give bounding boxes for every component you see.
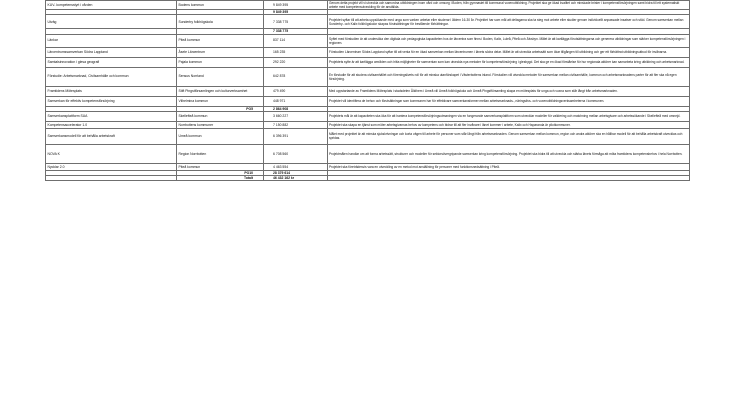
table-row bbox=[46, 67, 690, 86]
amount-cell: 3 660 227 bbox=[264, 111, 328, 121]
funding-table bbox=[45, 0, 690, 181]
amount-cell: 7 150 882 bbox=[264, 121, 328, 128]
project-name-cell: Samverkansplattform SUA bbox=[46, 111, 177, 121]
table-row bbox=[46, 111, 690, 121]
amount-cell: 6 708 560 bbox=[264, 144, 328, 163]
table-row bbox=[46, 121, 690, 128]
table-row bbox=[46, 163, 690, 170]
project-name-cell: KUV- kompetensstyrt i vården bbox=[46, 1, 177, 10]
description-cell: Projektet vill identifiera de behov och förutsättningar som kommunen har för effektivare samverkansformer mellan arbetsmarknads-, näringslivs- och vuxenutbildningsverksamheterna i kommunen. bbox=[327, 96, 690, 106]
owner-cell: Pajala kommun bbox=[177, 57, 264, 67]
amount-cell: 6 396 391 bbox=[264, 128, 328, 144]
owner-cell: Sensus Norrland bbox=[177, 67, 264, 86]
owner-cell: Vilhelmina kommun bbox=[177, 96, 264, 106]
table-row bbox=[46, 96, 690, 106]
owner-cell: Piteå kommun bbox=[177, 34, 264, 47]
subtotal-amount-cell: 7 338 775 bbox=[264, 29, 328, 34]
project-name-cell: Länkar bbox=[46, 34, 177, 47]
owner-cell: Skellefteå kommun bbox=[177, 111, 264, 121]
amount-cell: 7 338 775 bbox=[264, 15, 328, 29]
owner-cell: Bodens kommun bbox=[177, 1, 264, 10]
table-row bbox=[46, 47, 690, 57]
description-cell: Projektmålen handlar om att forma arbetssätt, strukturer och modeller för sektorsövergripande samverkan kring kompetensförsörjning. Projektet ska bidra till att utveckla och stärka länets förmåga att möta framtidens kompetensbehov i hela Norrbotten. bbox=[327, 144, 690, 163]
amount-cell: 479 490 bbox=[264, 86, 328, 96]
description-cell: Målet med projektet är att minska sjukskrivningar och korta vägen till arbete för personer som står långt från arbetsmarknaden. Genom samverkan mellan kommun, region och andra aktörer ska en hållbar modell för att behålla arbetskraft utvecklas och spridas. bbox=[327, 128, 690, 144]
description-cell: Projektet ska skapa en tjänst som möter arbetsgivarnas behov av kompetens och bidrar till att fler invånare i länet kommer i arbete, Kalix och Haparanda är pilotkommuner. bbox=[327, 121, 690, 128]
project-name-cell: Kompetensaccelerator 1.0 bbox=[46, 121, 177, 128]
amount-cell: 4 463 554 bbox=[264, 163, 328, 170]
description-cell: En förstudie för att studera civilsamhället och föreningslivets roll för att minska utanförskapet i Västerbottens inland. Förstudien vill utveckla metoder för samverkan mellan civilsamhälle, kommun och arbetsmarknadens parter för att fler ska nå egen försörjning. bbox=[327, 67, 690, 86]
project-name-cell: Samverkansmodell för att behålla arbetskraft bbox=[46, 128, 177, 144]
owner-cell: Norrbottens kommuner bbox=[177, 121, 264, 128]
description-cell: Projektets syfte är att kartlägga områden och hitta möjligheter för samverkan som kan utveckla nya metoder för kompetensförsörjning i glesbygd. Det ska ge en ökad förståelse för hur regionala aktörer kan samarbeta kring utbildning och arbetsmarknad. bbox=[327, 57, 690, 67]
sum-amount-cell: 28 379 614 bbox=[264, 170, 328, 175]
empty-cell bbox=[327, 176, 690, 181]
owner-cell: Åsele Lärcentrum bbox=[177, 47, 264, 57]
table-row bbox=[46, 57, 690, 67]
empty-cell bbox=[46, 176, 177, 181]
project-name-cell: Utväg bbox=[46, 15, 177, 29]
description-cell: Projektets mål är att kapaciteten ska öka för att hantera kompetensförsörjningsutmaningen via en fungerande samverkansplattform som utvecklar modeller för validering och matchning mellan arbetsgivare och arbetssökande i Skellefteå med omnejd. bbox=[327, 111, 690, 121]
sum-amount-cell: 46 432 162 kr bbox=[264, 176, 328, 181]
description-cell: Projektet syftar till att arbeta uppsökande med unga som varken arbetar eller studerar i åldern 16-30 år. Projektet har som mål att deltagarna ska ta steg mot arbete eller studier genom individuellt anpassade insatser och stöd. Genom samverkan mellan Sunderby- och Kalix folkhögskolor skapas förutsättningar för bestående förbättringar. bbox=[327, 15, 690, 29]
sum-label-cell: PO5 bbox=[177, 106, 264, 111]
amount-cell: 9 849 395 bbox=[264, 1, 328, 10]
amount-cell: 292 220 bbox=[264, 57, 328, 67]
project-name-cell: Lärcentrumssamverkan Södra Lappland bbox=[46, 47, 177, 57]
project-name-cell: Samtalsinnovation i glesa geografi bbox=[46, 57, 177, 67]
sum-row bbox=[46, 176, 690, 181]
project-name-cell: Förstudie: Arbetsmarknad, Civilsamhälle och kommun bbox=[46, 67, 177, 86]
table-row bbox=[46, 144, 690, 163]
description-cell: Förstudien Lärcentrum Södra Lappland syftar till att verka för en ökad samverkan mellan lärcentrumen i länets södra delar. Målet är att utveckla arbetssätt som ökar tillgången till utbildning och ger ett förbättrat utbildningsutbud för invånarna. bbox=[327, 47, 690, 57]
owner-cell: Stift Pingstförsamlingen och kulturverksamhet bbox=[177, 86, 264, 96]
table-row bbox=[46, 15, 690, 29]
description-cell: Projektet ska företrädesvis vara en utveckling av en metod mot anställning för personer med funktionsnedsättning i Piteå. bbox=[327, 163, 690, 170]
amount-cell: 642 878 bbox=[264, 67, 328, 86]
amount-cell: 165 235 bbox=[264, 47, 328, 57]
amount-cell: 448 971 bbox=[264, 96, 328, 106]
description-cell: Genom detta projekt vill vi utveckla och samordna utbildningen inom vård och omsorg i Boden, från gymnasiet till kommunal vuxenutbildning. Projektet ska ge ökad kvalitet och minskade brister i kompetensförsörjningen samt bidra till ett systematiskt arbete med kompetensutveckling för de anställda. bbox=[327, 1, 690, 10]
owner-cell: Sunderby folkhögskola bbox=[177, 15, 264, 29]
owner-cell: Umeå kommun bbox=[177, 128, 264, 144]
table-row bbox=[46, 34, 690, 47]
owner-cell: Piteå kommun bbox=[177, 163, 264, 170]
subtotal-amount-cell: 9 849 395 bbox=[264, 10, 328, 15]
sum-label-cell: PO10 bbox=[177, 170, 264, 175]
table-row bbox=[46, 128, 690, 144]
sum-amount-cell: 2 864 908 bbox=[264, 106, 328, 111]
owner-cell: Region Norrbotten bbox=[177, 144, 264, 163]
amount-cell: 837 114 bbox=[264, 34, 328, 47]
sum-label-cell: Totalt bbox=[177, 176, 264, 181]
project-name-cell: Framtidens Mötesplats bbox=[46, 86, 177, 96]
table-row bbox=[46, 86, 690, 96]
table-row bbox=[46, 1, 690, 10]
project-name-cell: Nycklar 2.0 bbox=[46, 163, 177, 170]
project-name-cell: NOVA K bbox=[46, 144, 177, 163]
description-cell: Syftet med förstudien är att undersöka den digitala och pedagogiska kapaciteten hos de lärcentra som finns i Boden, Kalix, Luleå, Piteå och Älvsbyn. Målet är att kartlägga förutsättningarna och generera utbildningar som stärker kompetensförsörjningen i regionen. bbox=[327, 34, 690, 47]
project-name-cell: Samverkan för effektiv kompetensförsörjning bbox=[46, 96, 177, 106]
description-cell: Med uppstartande av Framtidens Mötesplats i stadsdelen Ålidhem i Umeå vill Umeå folkhögskola och Umeå Pingstförsamling skapa en mötesplats för unga och vuxna som står långt från arbetsmarknaden. bbox=[327, 86, 690, 96]
